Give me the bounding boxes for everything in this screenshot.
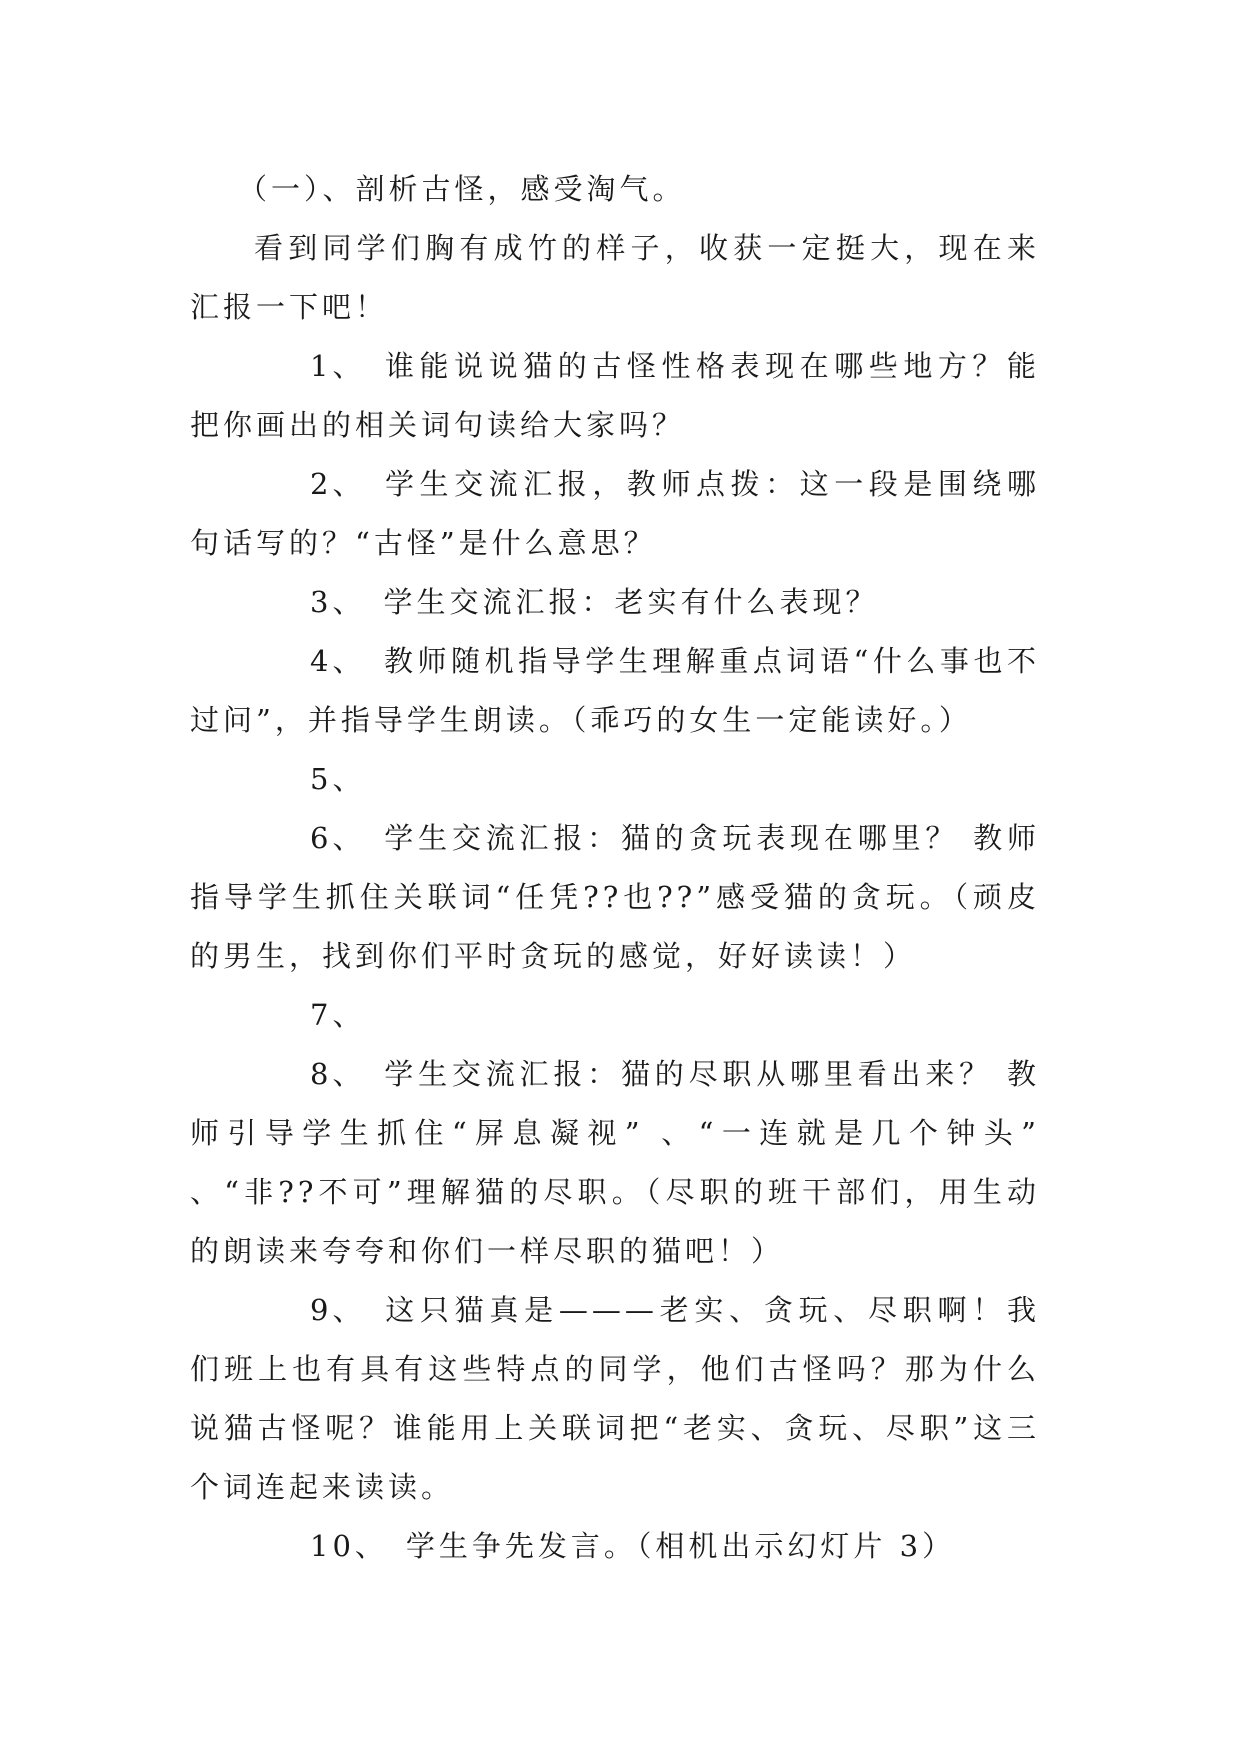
item-number: 2、	[310, 467, 366, 501]
list-item-5	[190, 750, 1040, 809]
item-number: 5、	[310, 762, 366, 796]
item-number: 1、	[310, 349, 366, 383]
item-text: 学生交流汇报：猫的尽职从哪里看出来？ 教师引导学生抓住“屏息凝视” 、“一连就是几个钟头” 、“非??不可”理解猫的尽职。（尽职的班干部们，用生动的朗读来夸夸和你们一样尽职的猫吧！）	[190, 1057, 1054, 1268]
item-number: 6、	[310, 821, 366, 855]
section-heading: （一）、剖析古怪，感受淘气。	[238, 172, 686, 206]
item-text: 学生交流汇报：猫的贪玩表现在哪里？ 教师指导学生抓住关联词“任凭??也??”感受猫的贪玩。（顽皮的男生，找到你们平时贪玩的感觉，好好读读！）	[190, 821, 1040, 973]
list-item-7	[190, 986, 1040, 1045]
list-item-1	[190, 337, 1040, 455]
item-text: 教师随机指导学生理解重点词语“什么事也不过问”，并指导学生朗读。（乖巧的女生一定能读好。）	[190, 644, 1040, 737]
list-item-3	[190, 573, 1040, 632]
item-number: 9、	[310, 1293, 366, 1327]
document-body	[190, 160, 1054, 1576]
item-number: 3、	[310, 585, 366, 619]
item-number: 10、	[310, 1529, 388, 1563]
list-item-2	[190, 455, 1040, 573]
item-text: 学生交流汇报：老实有什么表现？	[383, 585, 879, 619]
list-item-4	[190, 632, 1040, 750]
item-number: 4、	[310, 644, 366, 678]
item-text: 谁能说说猫的古怪性格表现在哪些地方？能把你画出的相关词句读给大家吗？	[190, 349, 1040, 442]
list-item-8	[190, 1045, 1054, 1281]
list-item-9	[190, 1281, 1040, 1517]
item-number: 8、	[310, 1057, 366, 1091]
item-number: 7、	[310, 998, 366, 1032]
list-item-10	[190, 1517, 1040, 1576]
item-text: 学生争先发言。（相机出示幻灯片 3）	[405, 1529, 956, 1563]
item-text: 这只猫真是———老实、贪玩、尽职啊！我们班上也有具有这些特点的同学，他们古怪吗？那为什么说猫古怪呢？谁能用上关联词把“老实、贪玩、尽职”这三个词连起来读读。	[190, 1293, 1040, 1504]
item-text: 学生交流汇报，教师点拨：这一段是围绕哪句话写的？“古怪”是什么意思？	[190, 467, 1040, 560]
intro-paragraph: 看到同学们胸有成竹的样子，收获一定挺大，现在来汇报一下吧！	[190, 231, 1040, 324]
list-item-6	[190, 809, 1040, 986]
